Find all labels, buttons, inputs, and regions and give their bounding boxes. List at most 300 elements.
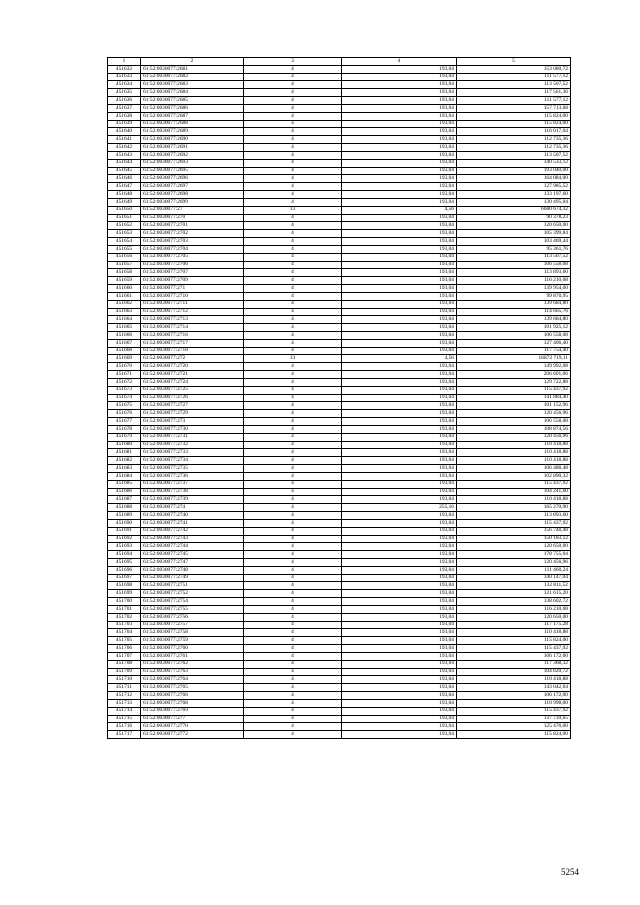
table-row <box>108 159 571 167</box>
area-cell: 193,04 <box>342 73 457 81</box>
row-id-cell: 451661 <box>108 292 141 300</box>
category-cell: 4 <box>244 598 342 606</box>
category-cell: 4 <box>244 692 342 700</box>
column-header: 3 <box>244 58 342 66</box>
area-cell: 193,04 <box>342 699 457 707</box>
row-id-cell: 451697 <box>108 574 141 582</box>
value-cell: 116 210,08 <box>457 605 571 613</box>
table-row <box>108 582 571 590</box>
value-cell: 113 507,52 <box>457 81 571 89</box>
value-cell: 115 437,92 <box>457 519 571 527</box>
area-cell: 193,04 <box>342 457 457 465</box>
value-cell: 150 183,12 <box>457 535 571 543</box>
value-cell: 106 558,08 <box>457 418 571 426</box>
category-cell: 4 <box>244 519 342 527</box>
cadastral-number-cell: 61:52:0030077:2730 <box>141 425 244 433</box>
value-cell: 127 406,40 <box>457 339 571 347</box>
table-row <box>108 378 571 386</box>
category-cell: 4 <box>244 590 342 598</box>
category-cell: 4 <box>244 128 342 136</box>
category-cell: 4 <box>244 394 342 402</box>
value-cell: 132 811,52 <box>457 582 571 590</box>
cadastral-number-cell: 61:52:0030077:2766 <box>141 692 244 700</box>
category-cell: 4 <box>244 308 342 316</box>
category-cell: 4 <box>244 97 342 105</box>
value-cell: 153 080,72 <box>457 65 571 73</box>
row-id-cell: 451673 <box>108 386 141 394</box>
table-row <box>108 253 571 261</box>
area-cell: 193,04 <box>342 559 457 567</box>
category-cell: 4 <box>244 269 342 277</box>
category-cell: 4 <box>244 253 342 261</box>
cadastral-number-cell: 61:52:0030077:2691 <box>141 144 244 152</box>
value-cell: 115 824,00 <box>457 731 571 739</box>
table-row <box>108 715 571 723</box>
category-cell: 4 <box>244 668 342 676</box>
row-id-cell: 451713 <box>108 699 141 707</box>
table-row <box>108 144 571 152</box>
cadastral-number-cell: 61:52:0030077:2693 <box>141 159 244 167</box>
cadastral-number-cell: 61:52:0030077:2701 <box>141 222 244 230</box>
cadastral-number-cell: 61:52:0030077:2734 <box>141 457 244 465</box>
table-row <box>108 136 571 144</box>
category-cell: 4 <box>244 566 342 574</box>
value-cell: 143 042,64 <box>457 684 571 692</box>
value-cell: 193 040,00 <box>457 167 571 175</box>
area-cell: 193,04 <box>342 668 457 676</box>
cadastral-number-cell: 61:52:0030077:2772 <box>141 731 244 739</box>
table-row <box>108 645 571 653</box>
table-row <box>108 394 571 402</box>
category-cell: 4 <box>244 535 342 543</box>
row-id-cell: 451708 <box>108 660 141 668</box>
cadastral-number-cell: 61:52:0030077:2756 <box>141 613 244 621</box>
area-cell: 193,04 <box>342 731 457 739</box>
cadastral-number-cell: 61:52:0030077:2688 <box>141 120 244 128</box>
area-cell: 193,04 <box>342 191 457 199</box>
table-row <box>108 472 571 480</box>
value-cell: 110 418,88 <box>457 496 571 504</box>
row-id-cell: 451675 <box>108 402 141 410</box>
cadastral-number-cell: 61:52:0030077:2682 <box>141 73 244 81</box>
table-row <box>108 300 571 308</box>
row-id-cell: 451654 <box>108 238 141 246</box>
cadastral-number-cell: 61:52:0030077:2762 <box>141 660 244 668</box>
area-cell: 255,16 <box>342 504 457 512</box>
table-row <box>108 621 571 629</box>
category-cell: 4 <box>244 378 342 386</box>
table-row <box>108 410 571 418</box>
row-id-cell: 451692 <box>108 535 141 543</box>
area-cell: 193,04 <box>342 363 457 371</box>
value-cell: 115 437,92 <box>457 386 571 394</box>
area-cell: 193,04 <box>342 465 457 473</box>
value-cell: 103 469,44 <box>457 238 571 246</box>
cadastral-number-cell: 61:52:0030077:2770 <box>141 723 244 731</box>
area-cell: 193,04 <box>342 128 457 136</box>
value-cell: 112 735,36 <box>457 136 571 144</box>
value-cell: 149 992,08 <box>457 363 571 371</box>
cadastral-number-cell: 61:52:0030077:2739 <box>141 496 244 504</box>
category-cell: 4 <box>244 504 342 512</box>
value-cell: 106 558,08 <box>457 261 571 269</box>
cadastral-number-cell: 61:52:0030077:2720 <box>141 363 244 371</box>
cadastral-number-cell: 61:52:0030077:2760 <box>141 645 244 653</box>
row-id-cell: 451678 <box>108 425 141 433</box>
area-cell: 193,04 <box>342 660 457 668</box>
cadastral-number-cell: 61:52:0030077:274 <box>141 504 244 512</box>
area-cell: 193,04 <box>342 300 457 308</box>
area-cell: 193,04 <box>342 527 457 535</box>
area-cell: 193,04 <box>342 97 457 105</box>
table-row <box>108 433 571 441</box>
table-row <box>108 402 571 410</box>
cadastral-number-cell: 61:52:0030077:2705 <box>141 253 244 261</box>
value-cell: 139 684,80 <box>457 300 571 308</box>
cadastral-number-cell: 61:52:0030077:2683 <box>141 81 244 89</box>
cadastral-number-cell: 61:52:0030077:2724 <box>141 378 244 386</box>
cadastral-number-cell: 61:52:0030077:2769 <box>141 707 244 715</box>
category-cell: 4 <box>244 637 342 645</box>
category-cell: 4 <box>244 261 342 269</box>
category-cell: 4 <box>244 472 342 480</box>
table-row <box>108 89 571 97</box>
cadastral-number-cell: 61:52:0030077:2704 <box>141 245 244 253</box>
table-row <box>108 543 571 551</box>
row-id-cell: 451694 <box>108 551 141 559</box>
category-cell: 4 <box>244 112 342 120</box>
area-cell: 193,04 <box>342 89 457 97</box>
value-cell: 111 577,12 <box>457 73 571 81</box>
area-cell: 193,04 <box>342 512 457 520</box>
value-cell: 110 418,88 <box>457 449 571 457</box>
category-cell: 4 <box>244 175 342 183</box>
row-id-cell: 451657 <box>108 261 141 269</box>
area-cell: 193,04 <box>342 175 457 183</box>
table-row <box>108 222 571 230</box>
area-cell: 193,04 <box>342 621 457 629</box>
category-cell: 4 <box>244 245 342 253</box>
area-cell: 193,04 <box>342 551 457 559</box>
category-cell: 4 <box>244 449 342 457</box>
value-cell: 115 824,00 <box>457 637 571 645</box>
cadastral-number-cell: 61:52:0030077:2681 <box>141 65 244 73</box>
category-cell: 4 <box>244 331 342 339</box>
table-row <box>108 261 571 269</box>
cadastral-number-cell: 61:52:0030077:2721 <box>141 371 244 379</box>
cadastral-number-cell: 61:52:0030077:2717 <box>141 339 244 347</box>
area-cell: 193,04 <box>342 386 457 394</box>
cadastral-number-cell: 61:52:0030077:2687 <box>141 112 244 120</box>
cadastral-number-cell: 61:52:0030077:2710 <box>141 292 244 300</box>
row-id-cell: 451686 <box>108 488 141 496</box>
category-cell: 4 <box>244 731 342 739</box>
value-cell: 127 985,52 <box>457 183 571 191</box>
category-cell: 4 <box>244 300 342 308</box>
area-cell: 193,04 <box>342 684 457 692</box>
category-cell: 4 <box>244 89 342 97</box>
value-cell: 120 650,00 <box>457 222 571 230</box>
row-id-cell: 451649 <box>108 198 141 206</box>
value-cell: 101 152,96 <box>457 402 571 410</box>
area-cell: 193,04 <box>342 566 457 574</box>
area-cell: 193,04 <box>342 347 457 355</box>
area-cell: 193,04 <box>342 292 457 300</box>
row-id-cell: 451658 <box>108 269 141 277</box>
cadastral-number-cell: 61:52:0030077:2736 <box>141 472 244 480</box>
area-cell: 193,04 <box>342 652 457 660</box>
row-id-cell: 451698 <box>108 582 141 590</box>
value-cell: 115 824,00 <box>457 120 571 128</box>
table-row <box>108 277 571 285</box>
category-cell: 4 <box>244 144 342 152</box>
cadastral-number-cell: 61:52:0030077:2707 <box>141 269 244 277</box>
row-id-cell: 451693 <box>108 543 141 551</box>
value-cell: 130 495,04 <box>457 198 571 206</box>
cadastral-number-cell: 61:52:0030077:2735 <box>141 465 244 473</box>
cadastral-number-cell: 61:52:0030077:2740 <box>141 512 244 520</box>
table-row <box>108 527 571 535</box>
row-id-cell: 451691 <box>108 527 141 535</box>
value-cell: 115 437,92 <box>457 707 571 715</box>
cadastral-number-cell: 61:52:0030077:2714 <box>141 324 244 332</box>
table-row <box>108 692 571 700</box>
area-cell: 193,04 <box>342 574 457 582</box>
area-cell: 193,04 <box>342 480 457 488</box>
table-row <box>108 449 571 457</box>
category-cell: 4 <box>244 339 342 347</box>
value-cell: 117 175,28 <box>457 621 571 629</box>
table-row <box>108 175 571 183</box>
cadastral-number-cell: 61:52:0030077:2695 <box>141 167 244 175</box>
value-cell: 99 870,95 <box>457 292 571 300</box>
area-cell: 193,04 <box>342 496 457 504</box>
table-row <box>108 128 571 136</box>
value-cell: 105 399,84 <box>457 230 571 238</box>
row-id-cell: 451704 <box>108 629 141 637</box>
table-row <box>108 331 571 339</box>
value-cell: 139 954,00 <box>457 285 571 293</box>
area-cell: 193,04 <box>342 715 457 723</box>
row-id-cell: 451642 <box>108 144 141 152</box>
row-id-cell: 451646 <box>108 175 141 183</box>
area-cell: 193,04 <box>342 253 457 261</box>
category-cell: 4 <box>244 183 342 191</box>
area-cell: 193,04 <box>342 433 457 441</box>
cadastral-number-cell: 61:52:0030077:2709 <box>141 277 244 285</box>
value-cell: 140 147,04 <box>457 574 571 582</box>
cadastral-number-cell: 61:52:0030077:2764 <box>141 676 244 684</box>
cadastral-number-cell: 61:52:0030077:2731 <box>141 433 244 441</box>
table-row <box>108 292 571 300</box>
row-id-cell: 451689 <box>108 512 141 520</box>
value-cell: 106 488,48 <box>457 465 571 473</box>
row-id-cell: 451695 <box>108 559 141 567</box>
category-cell: 4 <box>244 613 342 621</box>
row-id-cell: 451711 <box>108 684 141 692</box>
category-cell: 4 <box>244 198 342 206</box>
row-id-cell: 451655 <box>108 245 141 253</box>
value-cell: 120 456,96 <box>457 559 571 567</box>
table-row <box>108 598 571 606</box>
row-id-cell: 451715 <box>108 715 141 723</box>
area-cell: 193,04 <box>342 144 457 152</box>
area-cell: 193,04 <box>342 230 457 238</box>
area-cell: 4,56 <box>342 206 457 214</box>
value-cell: 106 172,00 <box>457 692 571 700</box>
row-id-cell: 451668 <box>108 347 141 355</box>
category-cell: 4 <box>244 551 342 559</box>
category-cell: 4 <box>244 347 342 355</box>
category-cell: 4 <box>244 222 342 230</box>
area-cell: 193,04 <box>342 394 457 402</box>
category-cell: 4 <box>244 645 342 653</box>
area-cell: 193,04 <box>342 613 457 621</box>
cadastral-number-cell: 61:52:0030077:277 <box>141 715 244 723</box>
value-cell: 110 998,00 <box>457 699 571 707</box>
category-cell: 4 <box>244 480 342 488</box>
cadastral-number-cell: 61:52:0030077:2697 <box>141 183 244 191</box>
row-id-cell: 451709 <box>108 668 141 676</box>
table-row <box>108 238 571 246</box>
table-row <box>108 104 571 112</box>
cadastral-number-cell: 61:52:0030077:2738 <box>141 488 244 496</box>
table-row <box>108 480 571 488</box>
category-cell: 4 <box>244 715 342 723</box>
value-cell: 141 884,40 <box>457 394 571 402</box>
value-cell: 112 735,36 <box>457 144 571 152</box>
value-cell: 111 577,12 <box>457 97 571 105</box>
table-row <box>108 151 571 159</box>
cadastral-number-cell: 61:52:0030077:2689 <box>141 128 244 136</box>
cadastral-number-cell: 61:52:0030077:2754 <box>141 598 244 606</box>
category-cell: 4 <box>244 324 342 332</box>
table-row <box>108 324 571 332</box>
table-row <box>108 590 571 598</box>
row-id-cell: 451643 <box>108 151 141 159</box>
category-cell: 4 <box>244 425 342 433</box>
cadastral-number-cell: 61:52:0030077:2744 <box>141 543 244 551</box>
row-id-cell: 451671 <box>108 371 141 379</box>
cadastral-number-cell: 61:52:0030077:2761 <box>141 652 244 660</box>
area-cell: 193,04 <box>342 629 457 637</box>
category-cell: 4 <box>244 512 342 520</box>
area-cell: 193,04 <box>342 598 457 606</box>
row-id-cell: 451702 <box>108 613 141 621</box>
table-row <box>108 183 571 191</box>
row-id-cell: 451703 <box>108 621 141 629</box>
table-row <box>108 605 571 613</box>
table-row <box>108 363 571 371</box>
table-row <box>108 191 571 199</box>
value-cell: 117 368,32 <box>457 660 571 668</box>
category-cell: 4 <box>244 723 342 731</box>
category-cell: 4 <box>244 660 342 668</box>
area-cell: 193,04 <box>342 449 457 457</box>
table-row <box>108 457 571 465</box>
cadastral-number-cell: 61:52:0030077:2757 <box>141 621 244 629</box>
table-row <box>108 120 571 128</box>
category-cell: 4 <box>244 120 342 128</box>
table-row <box>108 167 571 175</box>
row-id-cell: 451636 <box>108 97 141 105</box>
value-cell: 95 361,76 <box>457 245 571 253</box>
row-id-cell: 451665 <box>108 324 141 332</box>
category-cell: 4 <box>244 621 342 629</box>
category-cell: 4 <box>244 238 342 246</box>
area-cell: 193,04 <box>342 112 457 120</box>
row-id-cell: 451641 <box>108 136 141 144</box>
row-id-cell: 451684 <box>108 472 141 480</box>
category-cell: 4 <box>244 104 342 112</box>
value-cell: 104 241,60 <box>457 488 571 496</box>
category-cell: 4 <box>244 285 342 293</box>
value-cell: 125 476,00 <box>457 723 571 731</box>
value-cell: 138 602,72 <box>457 598 571 606</box>
table-row <box>108 308 571 316</box>
row-id-cell: 451690 <box>108 519 141 527</box>
row-id-cell: 451660 <box>108 285 141 293</box>
table-row <box>108 519 571 527</box>
cadastral-number-cell: 61:52:0030077:2702 <box>141 230 244 238</box>
column-header: 5 <box>457 58 571 66</box>
table-row <box>108 214 571 222</box>
area-cell: 193,04 <box>342 535 457 543</box>
cadastral-number-cell: 61:52:0030077:2751 <box>141 582 244 590</box>
value-cell: 139 684,80 <box>457 316 571 324</box>
category-cell: 4 <box>244 543 342 551</box>
row-id-cell: 451687 <box>108 496 141 504</box>
category-cell: 4 <box>244 574 342 582</box>
row-id-cell: 451640 <box>108 128 141 136</box>
value-cell: 164 084,00 <box>457 175 571 183</box>
cadastral-number-cell: 61:52:0030077:2747 <box>141 559 244 567</box>
cadastral-number-cell: 61:52:0030077:2716 <box>141 331 244 339</box>
category-cell: 4 <box>244 527 342 535</box>
category-cell: 4 <box>244 151 342 159</box>
cadastral-number-cell: 61:52:0030077:2755 <box>141 605 244 613</box>
row-id-cell: 451699 <box>108 590 141 598</box>
table-row <box>108 465 571 473</box>
table-row <box>108 316 571 324</box>
area-cell: 193,04 <box>342 222 457 230</box>
category-cell: 4 <box>244 136 342 144</box>
area-cell: 193,04 <box>342 410 457 418</box>
category-cell: 4 <box>244 496 342 504</box>
value-cell: 113 893,60 <box>457 512 571 520</box>
value-cell: 117 754,40 <box>457 347 571 355</box>
row-id-cell: 451714 <box>108 707 141 715</box>
table-row <box>108 245 571 253</box>
category-cell: 4 <box>244 652 342 660</box>
category-cell: 4 <box>244 457 342 465</box>
table-row <box>108 566 571 574</box>
value-cell: 108 874,56 <box>457 425 571 433</box>
category-cell: 4 <box>244 699 342 707</box>
cadastral-number-cell: 61:52:0030077:2686 <box>141 104 244 112</box>
table-row <box>108 676 571 684</box>
table-row <box>108 574 571 582</box>
table-row <box>108 206 571 214</box>
value-cell: 111 460,24 <box>457 566 571 574</box>
row-id-cell: 451674 <box>108 394 141 402</box>
row-id-cell: 451638 <box>108 112 141 120</box>
area-cell: 193,04 <box>342 198 457 206</box>
cadastral-number-cell: 61:52:0030077:270 <box>141 214 244 222</box>
value-cell: 120 456,96 <box>457 410 571 418</box>
row-id-cell: 451710 <box>108 676 141 684</box>
cadastral-number-cell: 61:52:0030077:2733 <box>141 449 244 457</box>
